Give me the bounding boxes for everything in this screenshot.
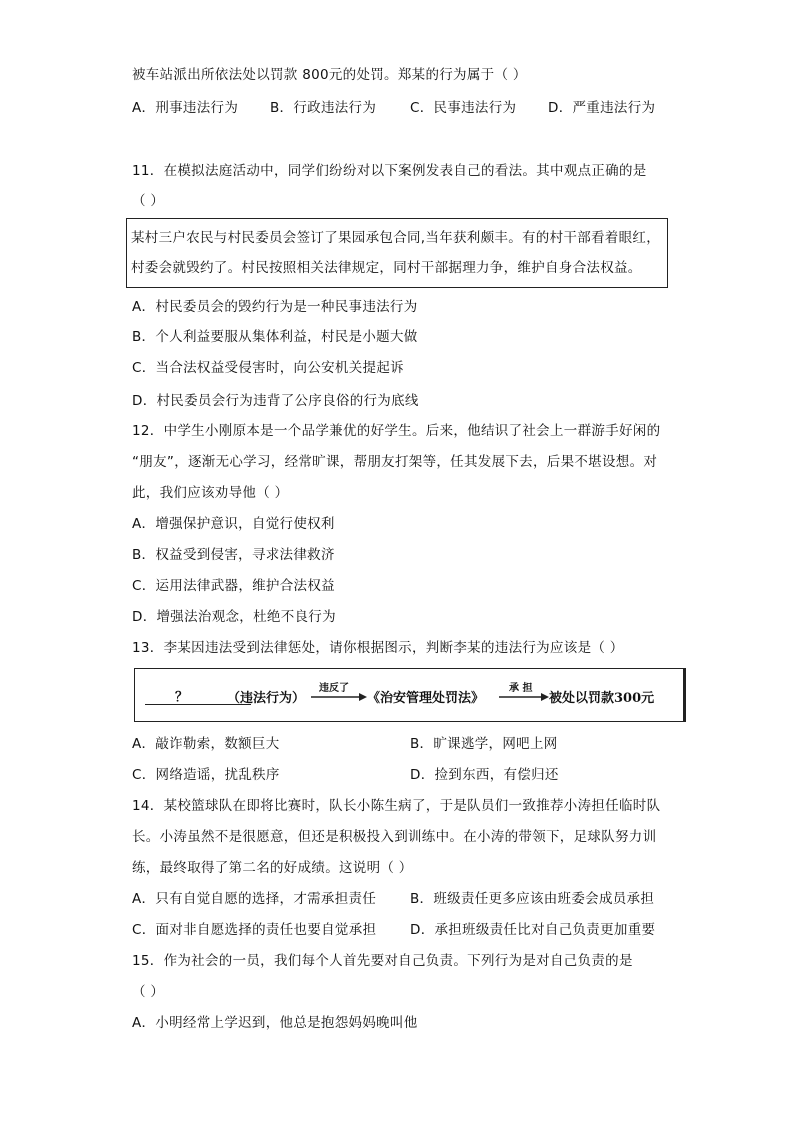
q12-option-d: D．增强法治观念，杜绝不良行为 [132, 609, 336, 625]
q15-option-a: A．小明经常上学迟到，他总是抱怨妈妈晚叫他 [132, 1015, 418, 1031]
q10-stem-tail: 被车站派出所依法处以罚款 800元的处罚。郑某的行为属于（ ） [132, 67, 527, 83]
q11-case-box [126, 218, 668, 288]
q14-option-c: C．面对非自愿选择的责任也要自觉承担 [132, 922, 377, 938]
q13-stem: 13．李某因违法受到法律惩处，请你根据图示，判断李某的违法行为应该是（ ） [132, 640, 624, 656]
q14-stem-line1: 14．某校篮球队在即将比赛时，队长小陈生病了，于是队员们一致推荐小涛担任临时队 [132, 798, 661, 814]
q14-option-b: B．班级责任更多应该由班委会成员承担 [410, 891, 655, 907]
q12-option-b: B．权益受到侵害，寻求法律救济 [132, 547, 335, 563]
q13-diagram-arrow1-label: 违反了 [319, 683, 349, 694]
q12-stem-line3: 此，我们应该劝导他（ ） [132, 485, 289, 501]
q13-option-b: B．旷课逃学，网吧上网 [410, 736, 558, 752]
q10-option-b: B．行政违法行为 [270, 100, 377, 116]
q11-option-b: B．个人利益要服从集体利益，村民是小题大做 [132, 329, 418, 345]
q15-stem-line2: （ ） [132, 984, 165, 1000]
q14-stem-line2: 长。小涛虽然不是很愿意，但还是积极投入到训练中。在小涛的带领下，足球队努力训 [132, 829, 657, 845]
q10-option-c: C．民事违法行为 [410, 100, 517, 116]
q10-option-d: D．严重违法行为 [548, 100, 656, 116]
q13-diagram-arrow2-icon [499, 692, 549, 702]
q14-option-a: A．只有自觉自愿的选择，才需承担责任 [132, 891, 377, 907]
q12-stem-line2: “朋友”，逐渐无心学习，经常旷课，帮朋友打架等，任其发展下去，后果不堪设想。对 [132, 454, 658, 470]
q11-option-d: D．村民委员会行为违背了公序良俗的行为底线 [132, 393, 419, 409]
q11-stem-line2: （ ） [132, 193, 165, 209]
q13-diagram-behavior: （违法行为） [227, 691, 306, 706]
q13-diagram-arrow2-label: 承 担 [509, 683, 533, 694]
q13-diagram-law: 《治安管理处罚法》 [367, 691, 485, 706]
q12-option-a: A．增强保护意识，自觉行使权利 [132, 516, 335, 532]
q15-stem-line1: 15．作为社会的一员，我们每个人首先要对自己负责。下列行为是对自己负责的是 [132, 953, 633, 969]
q12-stem-line1: 12．中学生小刚原本是一个品学兼优的好学生。后来，他结识了社会上一群游手好闲的 [132, 423, 661, 439]
q13-option-c: C．网络造谣，扰乱秩序 [132, 767, 280, 783]
q13-option-d: D．捡到东西，有偿归还 [410, 767, 559, 783]
q14-option-d: D．承担班级责任比对自己负责更加重要 [410, 922, 656, 938]
q13-diagram-arrow1-icon [311, 692, 367, 702]
q13-diagram-result: 被处以罚款300元 [549, 691, 655, 706]
q11-stem-line1: 11．在模拟法庭活动中，同学们纷纷对以下案例发表自己的看法。其中观点正确的是 [132, 163, 647, 179]
q13-option-a: A．敲诈勒索，数额巨大 [132, 736, 280, 752]
q11-option-a: A．村民委员会的毁约行为是一种民事违法行为 [132, 299, 418, 315]
q13-diagram [134, 668, 686, 722]
q11-case-line1: 某村三户农民与村民委员会签订了果园承包合同,当年获利颇丰。有的村干部看着眼红， [131, 230, 660, 246]
q11-case-line2: 村委会就毁约了。村民按照相关法律规定，同村干部据理力争，维护自身合法权益。 [131, 260, 642, 276]
q10-option-a: A．刑事违法行为 [132, 100, 239, 116]
q12-option-c: C．运用法律武器，维护合法权益 [132, 578, 335, 594]
q14-stem-line3: 练，最终取得了第二名的好成绩。这说明（ ） [132, 860, 413, 876]
q13-diagram-blank: ？ [175, 690, 189, 705]
q11-option-c: C．当合法权益受侵害时，向公安机关提起诉 [132, 360, 404, 376]
